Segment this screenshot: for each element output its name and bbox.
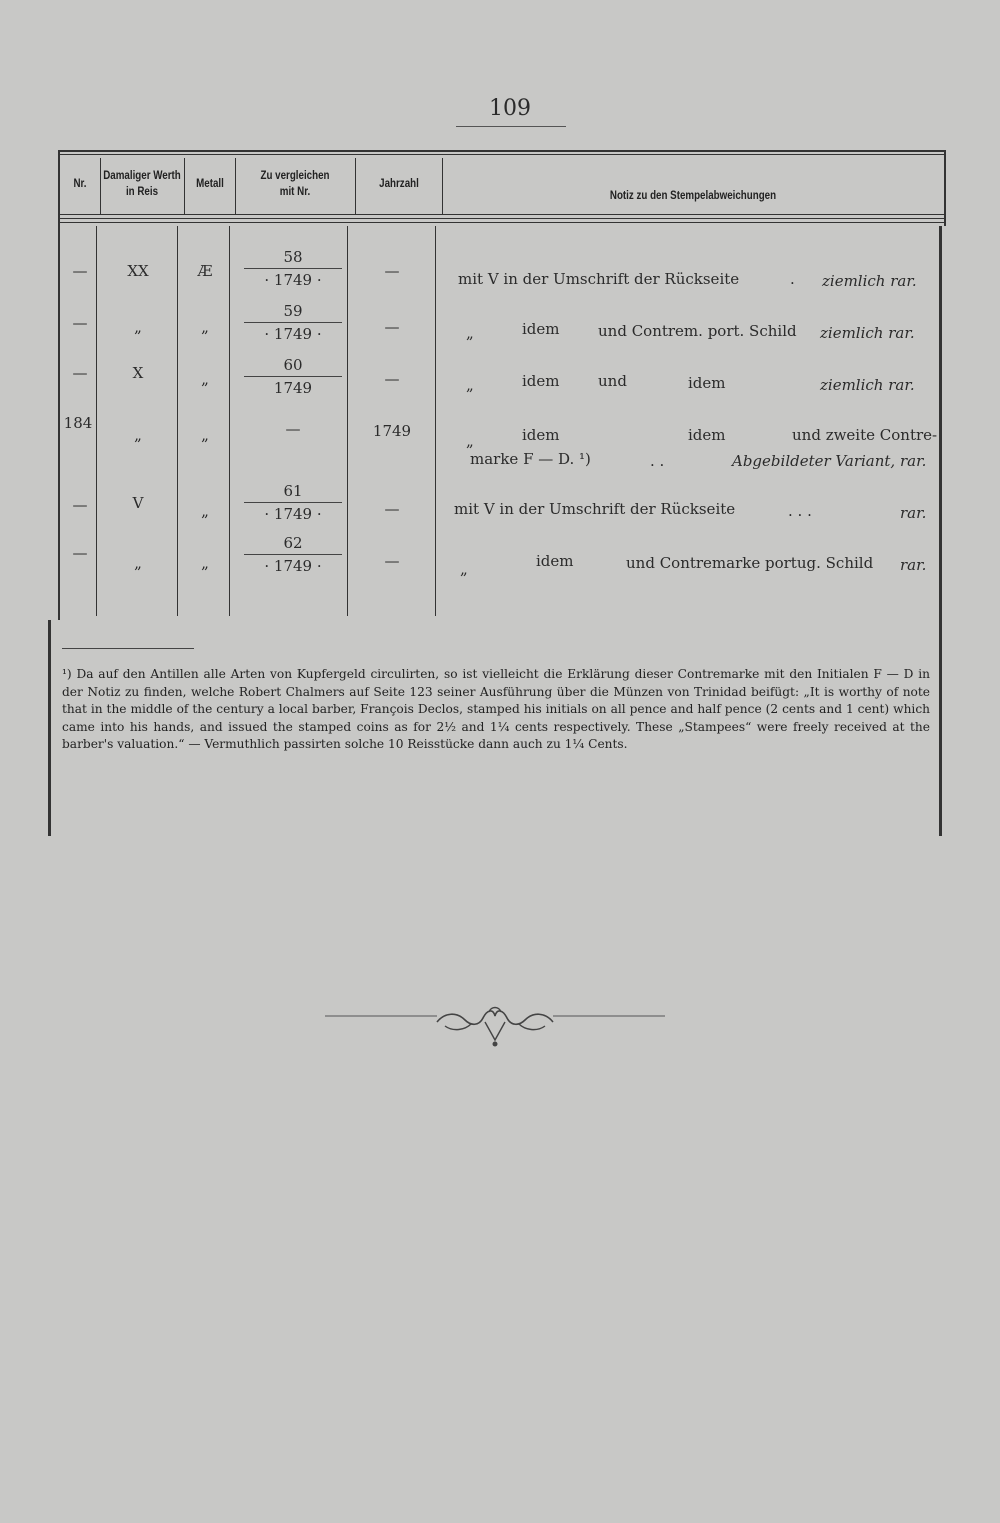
row2-compare [238,302,348,343]
row6-rarity: rar. [900,556,927,574]
row2-idem: idem [522,320,560,338]
row3-idem: idem [522,372,560,390]
row6-nr: — [72,544,88,562]
row3-compare-num: 60 [283,356,303,374]
row3-nr: — [72,364,88,382]
row1-year: — [384,262,400,280]
row3-und: und [598,372,627,390]
row1-rarity: ziemlich rar. [822,272,917,290]
row4-note: und zweite Contre- [792,426,938,444]
row1-value: XX [127,262,149,280]
header-nr: Nr. [73,178,87,190]
row5-note: mit V in der Umschrift der Rückseite [454,500,736,518]
row4-idem: idem [522,426,560,444]
row5-nr: — [72,496,88,514]
row6-idem: idem [536,552,574,570]
row2-rarity: ziemlich rar. [820,324,915,342]
header-value: Damaliger Werth in Reis [103,170,181,198]
row1-compare-den: · 1749 · [244,268,342,289]
row4-note-cont: marke F — D. ¹) [470,450,591,468]
row3-rarity: ziemlich rar. [820,376,915,394]
row6-year: — [384,552,400,570]
row4-rarity: rar. [900,452,927,470]
header-rule-3 [58,222,946,223]
row4-idem2: idem [688,426,726,444]
frame-left-border [48,620,51,836]
footnote-separator [62,648,194,649]
row3-metal: „ [201,370,209,388]
header-compare: Zu vergleichen mit Nr. [260,170,330,198]
header-metal: Metall [196,178,224,190]
row5-dots: . . . [788,502,812,520]
row1-compare [238,248,348,289]
row4-variant: Abgebildeter Variant, [732,452,896,470]
header-note: Notiz zu den Stempelabweichungen [609,190,777,202]
row6-compare-den: · 1749 · [244,554,342,575]
row6-quote: „ [460,560,468,578]
header-rule [58,214,946,215]
row5-rarity: rar. [900,504,927,522]
row2-compare-num: 59 [283,302,303,320]
row1-metal: Æ [197,262,213,280]
row2-compare-den: · 1749 · [244,322,342,343]
row5-compare-den: · 1749 · [244,502,342,523]
col-sep [442,158,443,214]
table-left-border [58,150,60,620]
frame-right-border [939,226,942,836]
row3-compare [238,356,348,397]
col-sep [355,158,356,214]
row4-value: „ [134,426,142,444]
row4-metal: „ [201,426,209,444]
row2-quote: „ [466,324,474,342]
row3-compare-den: 1749 [244,376,342,397]
row1-compare-num: 58 [283,248,303,266]
row2-note: und Contrem. port. Schild [598,322,797,340]
row6-metal: „ [201,554,209,572]
row2-nr: — [72,314,88,332]
row5-compare [238,482,348,523]
row3-idem2: idem [688,374,726,392]
table-top-border [58,150,946,152]
row4-dots: . . [650,452,665,470]
table-top-border-inner [58,154,946,155]
footnote: ¹) Da auf den Antillen alle Arten von Kupfergeld circulirten, so ist vielleicht die Erklärung dieser Contremarke mit den Initialen F — D in der Notiz zu finden, welche Robert Chalmers auf Seite 123 seiner Ausführung über die Münzen von Trinidad beifügt: „It is worthy of note that in the middle of the century a local barber, François Declos, stamped his initials on all pence and half pence (2 cents and 1 cent) which came into his hands, and issued the stamped coins as for 2½ and 1¼ cents respectively. These „Stampees“ were freely received at the barber's valuation.“ — Vermuthlich passirten solche 10 Reisstücke dann auch zu 1¼ Cents. [62,667,930,751]
row3-value: X [132,364,144,382]
row2-value: „ [134,318,142,336]
row2-metal: „ [201,318,209,336]
row4-year: 1749 [372,422,412,440]
row1-note: mit V in der Umschrift der Rückseite [458,270,740,288]
row6-value: „ [134,554,142,572]
row4-compare: — [285,420,301,438]
col-sep [235,158,236,214]
row6-compare [238,534,348,575]
row5-metal: „ [201,502,209,520]
decorative-ornament [325,1000,665,1052]
page-number-rule [456,126,566,127]
page-number: 109 [489,96,531,121]
header-year: Jahrzahl [379,178,419,190]
row4-nr: 184 [63,414,93,432]
row5-value: V [132,494,144,512]
row3-year: — [384,370,400,388]
header-rule-2 [58,218,946,219]
row3-quote: „ [466,376,474,394]
row6-note: und Contremarke portug. Schild [626,554,874,572]
row1-nr: — [72,262,88,280]
row1-dot: . [790,270,795,288]
row2-year: — [384,318,400,336]
row5-year: — [384,500,400,518]
row6-compare-num: 62 [283,534,303,552]
row4-quote: „ [466,432,474,450]
row5-compare-num: 61 [283,482,303,500]
